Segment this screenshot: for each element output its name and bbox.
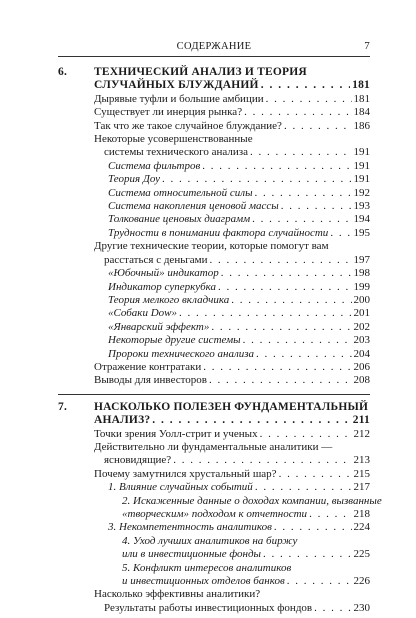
dot-leader [211,321,351,334]
header-page-number: 7 [364,40,370,52]
entry-page-number: 181 [353,92,370,105]
toc-subentry [58,481,370,494]
chapter-number: 6. [58,66,68,78]
entry-text-line: системы технического анализа [104,146,248,159]
entry-text-line: Трудности в понимании фактора случайности [108,226,329,239]
chapter-page-number: 181 [352,79,370,92]
entry-page-number: 191 [353,173,370,186]
dot-leader [263,548,352,561]
entry-page-number: 192 [353,186,370,199]
entry-page-number: 212 [353,427,370,440]
chapter-heading [58,401,370,428]
entry-page-number: 224 [353,521,370,534]
entry-page-number: 206 [353,360,370,373]
entry-page-number: 191 [353,146,370,159]
dot-leader [255,187,352,200]
toc-subentry [58,562,370,589]
toc-entry [58,93,370,106]
dot-leader [231,294,351,307]
dot-leader [261,79,350,92]
toc-entry [58,374,370,387]
entry-text-line: Выводы для инвесторов [94,374,207,387]
toc-subentry [58,200,370,213]
toc-entry [58,428,370,441]
dot-leader [274,521,352,534]
dot-leader [209,374,352,387]
entry-page-number: 203 [353,334,370,347]
dot-leader [252,213,351,226]
entry-page-number: 226 [353,575,370,588]
dot-leader [314,602,351,615]
dot-leader [173,454,351,467]
chapter-title-line: АНАЛИЗ? [94,414,151,427]
dot-leader [244,106,351,119]
entry-page-number: 217 [353,481,370,494]
toc-subentry [58,321,370,334]
dot-leader [221,267,352,280]
entry-text-line: Пророки технического анализа [108,347,255,360]
entry-text-line: 1. Влияние случайных событий [108,481,253,494]
dot-leader [243,334,352,347]
entry-text-line: расстаться с деньгами [104,253,208,266]
entry-text-line: «творческим» подходом к отчетности [122,508,308,520]
dot-leader [255,481,352,494]
toc-subentry [58,227,370,240]
chapter-title-line: НАСКОЛЬКО ПОЛЕЗЕН ФУНДАМЕНТАЛЬНЫЙ [94,400,369,413]
entry-page-number: 215 [353,467,370,480]
entry-text-line: «Собаки Dow» [108,307,177,320]
entry-page-number: 218 [353,508,370,520]
entry-text-line: 2. Искаженные данные о доходах компании, вызванные [122,494,382,507]
dot-leader [152,414,350,427]
entry-text-line: Другие технические теории, которые помогут вам [94,240,329,253]
entry-page-number: 197 [353,253,370,266]
toc-subentry [58,334,370,347]
entry-page-number: 191 [353,159,370,172]
toc-subentry [58,160,370,173]
toc-subentry [58,294,370,307]
chapter-heading [58,66,370,93]
chapter-title-line: ТЕХНИЧЕСКИЙ АНАЛИЗ И ТЕОРИЯ [94,66,307,78]
entry-page-number: 184 [353,106,370,119]
entry-text-line: Некоторые другие системы [108,334,241,347]
entry-text-line: Отражение контратаки [94,360,202,373]
toc-entry [58,441,370,468]
dot-leader [260,428,352,441]
header-title: СОДЕРЖАНИЕ [176,41,252,52]
entry-page-number: 198 [353,267,370,280]
dot-leader [209,254,351,267]
entry-text-line: Теория Доу [108,173,160,186]
chapter-section [58,66,370,388]
entry-text-line: Индикатор суперкубка [108,280,217,293]
entry-page-number: 186 [353,119,370,132]
entry-text-line: Система накопления ценовой массы [108,200,279,213]
toc-entry [58,361,370,374]
toc-subentry [58,307,370,320]
dot-leader [287,575,352,588]
entry-text-line: Так что же такое случайное блуждание? [94,119,282,132]
dot-leader [281,200,352,213]
dot-leader [256,348,351,361]
chapter-section [58,394,382,616]
entry-text-line: Система фильтров [108,159,201,172]
toc-subentry [58,348,370,361]
toc-entry [58,468,370,481]
toc-entry [58,106,370,119]
entry-text-line: 4. Уход лучших аналитиков на биржу [122,534,298,547]
toc-entry [58,133,370,160]
toc-subentry [58,173,370,186]
entry-text-line: Почему замутнился хрустальный шар? [94,467,277,480]
dot-leader [279,468,352,481]
chapter-page-number: 211 [352,414,370,427]
table-of-contents [58,66,382,615]
toc-subentry [58,267,370,280]
entry-text-line: Дырявые туфли и большие амбиции [94,92,264,105]
toc-entry [58,588,370,615]
dot-leader [162,173,352,186]
entry-page-number: 200 [353,293,370,306]
entry-text-line: Система относительной силы [108,186,253,199]
entry-text-line: «Юбочный» индикатор [108,267,219,280]
entry-text-line: Теория мелкого вкладчика [108,293,230,306]
entry-page-number: 199 [353,280,370,293]
entry-text-line: «Январский эффект» [108,320,210,333]
entry-page-number: 213 [353,454,370,467]
entry-page-number: 193 [353,200,370,213]
dot-leader [330,227,351,240]
entry-text-line: Точки зрения Уолл-стрит и ученых [94,427,258,440]
entry-text-line: Действительно ли фундаментальные аналитики — [94,440,333,453]
toc-subentry [58,494,382,522]
dot-leader [250,146,352,159]
entry-text-line: Результаты работы инвестиционных фондов [104,601,313,614]
entry-text-line: ясновидящие? [104,454,172,467]
entry-page-number: 225 [353,548,370,561]
entry-text-line: или в инвестиционные фонды [122,548,261,561]
entry-page-number: 201 [353,307,370,320]
toc-subentry [58,281,370,294]
entry-text-line: Насколько эффективны аналитики? [94,588,261,601]
entry-page-number: 202 [353,320,370,333]
toc-entry [58,120,370,133]
entry-text-line: Существует ли инерция рынка? [94,106,243,119]
entry-text-line: Толкование ценовых диаграмм [108,213,251,226]
entry-page-number: 208 [353,374,370,387]
chapter-number: 7. [58,400,68,413]
dot-leader [218,281,351,294]
entry-text-line: и инвестиционных отделов банков [122,575,285,588]
dot-leader [179,307,352,320]
entry-page-number: 230 [353,601,370,614]
dot-leader [202,160,351,173]
dot-leader [309,508,351,521]
entry-text-line: Некоторые усовершенствованные [94,133,253,146]
toc-entry [58,240,370,267]
toc-subentry [58,187,370,200]
toc-subentry [58,213,370,226]
toc-subentry [58,535,370,562]
dot-leader [203,361,351,374]
entry-page-number: 204 [353,347,370,360]
entry-page-number: 194 [353,213,370,226]
toc-subentry [58,521,370,534]
entry-text-line: 5. Конфликт интересов аналитиков [122,561,292,574]
running-header [58,40,370,57]
dot-leader [266,93,352,106]
entry-page-number: 195 [353,226,370,239]
chapter-title-line: СЛУЧАЙНЫХ БЛУЖДАНИЙ [94,79,259,92]
dot-leader [284,120,352,133]
entry-text-line: 3. Некомпетентность аналитиков [108,521,272,534]
